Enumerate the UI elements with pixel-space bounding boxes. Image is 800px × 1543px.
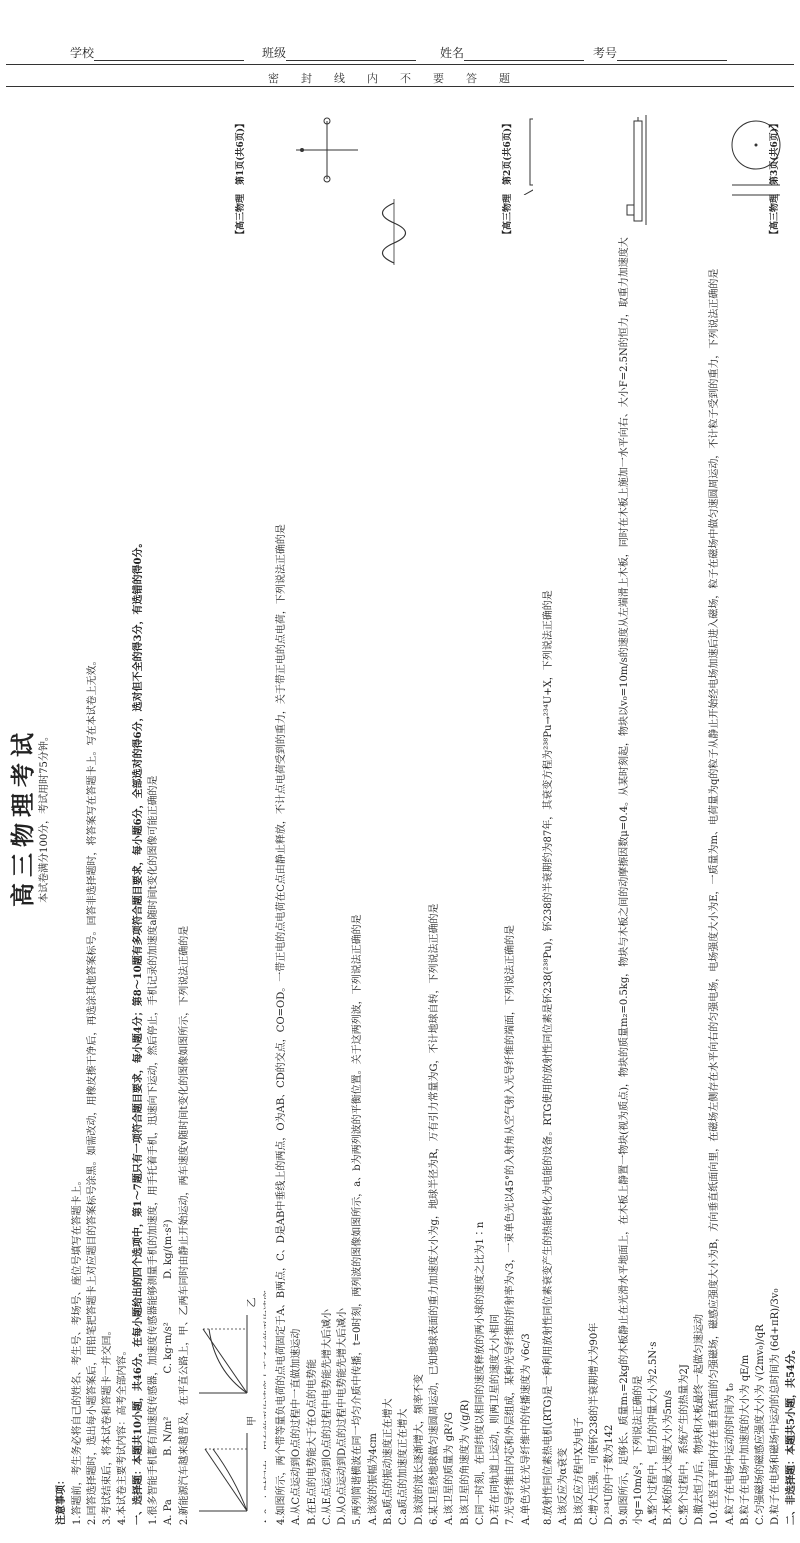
exam-title: 高三物理考试	[8, 727, 37, 907]
q10-option-d: D.粒子在电场和磁场中运动的总时间为 (6d+πR)/3v₀	[770, 1288, 782, 1525]
page-3	[534, 89, 800, 1543]
q10-option-b: B.粒子在电场中加速度的大小为 qE/m	[739, 1354, 751, 1525]
question-1: 1.很多智能手机都有加速度传感器，加速度传感器能够测量手机的加速度，用手托着手机，迅速向下运动，然后停止，手机记录的加速度a随时间t变化的图像可能正确的是	[148, 775, 160, 1525]
fig-label-yi: 乙	[246, 1297, 258, 1308]
q8-option-d: D.²³⁴U的中子数为142	[604, 1424, 616, 1525]
notice-3: 3.考试结束后，将本试卷和答题卡一并交回。	[102, 1325, 114, 1525]
charge-diagram	[292, 115, 366, 185]
page-3-column	[534, 89, 800, 1543]
q6-option-d: D.若在同轨道上运动，则两卫星的速度大小相同	[490, 1314, 502, 1525]
question-2: 2.新能源汽车越来越普及，在平直公路上，甲、乙两车同时由静止开始运动，两车速度v随时间t变化的图像如图所示，下列说法正确的是	[178, 925, 190, 1525]
question-9: 9.如图所示，足够长、质量m₁=2kg的木板静止在光滑水平地面上，在木板上静置一物块(视为质点)，物块的质量m₂=0.5kg，物块与木板之间的动摩擦因数μ=0.4。从某时刻起，物块以v₀=10m/s的速度从左端滑上木板，同时在木板上施加一水平向右、大小F=2.5N的恒力，取重力加速度大小g=10m/s²，下列说法正确的是	[619, 237, 644, 1525]
q1-option-d: D. kg/(m·s²)	[163, 1219, 175, 1279]
q7-option-a: A.单色光在光导纤维中的传播速度为 √6c/3	[520, 1333, 532, 1525]
q4-option-d: D.从O点运动到D点的过程中电势能先增大后减小	[337, 1307, 349, 1525]
page-1	[0, 89, 266, 1543]
q9-option-d: D.撤去恒力后，物块和木板最终一起做匀速运动	[693, 1314, 705, 1525]
seal-line-text: 密封线内不要答题	[268, 72, 532, 85]
class-field[interactable]	[262, 44, 416, 61]
q5-option-c: C.a质点的加速度正在增大	[398, 1408, 410, 1525]
board-block-diagram	[620, 115, 654, 225]
q9-option-c: C.整个过程中，系统产生的热量为2J	[678, 1364, 690, 1525]
q8-option-c: C.增大压强，可使钚238的半衰期增大为90年	[588, 1322, 600, 1525]
q1-option-b: B. N/m²	[163, 1416, 175, 1456]
q1-option-c: C. kg·m/s²	[163, 1322, 175, 1374]
question-8: 8.放射性同位素热电机(RTG)是一种利用放射性同位素衰变产生的热能转化为电能的设备。RTG使用的放射性同位素是钚238(²³⁸Pu)，钚238的半衰期约为87年，其衰变方程为²³⁸Pu→²³⁴U+X，下列说法正确的是	[543, 590, 554, 1525]
section-2-heading: 二、非选择题：本题共5小题，共54分。	[785, 1344, 797, 1525]
exam-sheet	[0, 89, 800, 1543]
q5-option-a: A.该波的振幅为4cm	[367, 1433, 379, 1525]
q2-figures	[193, 109, 261, 1525]
q6-option-c: C.同一时刻，在同纬度以相同的速度释放的两小球的速度之比为1∶n	[474, 1221, 486, 1525]
q10-option-a: A.粒子在电场中运动的时间为 t₀	[724, 1383, 736, 1525]
question-1-options	[162, 109, 175, 1525]
q2-option-a	[263, 109, 266, 1525]
q1-option-a: A. Pa	[163, 1499, 175, 1525]
page-1-column	[0, 89, 266, 1543]
q6-option-b: B.该卫星的角速度为 √(g/R)	[459, 1399, 471, 1525]
q8-option-a: A.该反应为α衰变	[558, 1447, 570, 1525]
question-5: 5.两列简谐横波在同一均匀介质中传播，t=0时刻，两列波的图像如图所示，a、b为两列波的平衡位置。关于这两列波，下列说法正确的是	[352, 914, 364, 1525]
section-1-heading: 一、选择题：本题共10小题，共46分。在每小题给出的四个选项中，第1～7题只有一项符合题目要求，每小题4分；第8～10题有多项符合题目要求，每小题6分，全部选对的得6分，选对但不全的得3分，有选错的得0分。	[132, 537, 144, 1525]
q8-option-b: B.该反应方程中X为电子	[573, 1417, 585, 1525]
school-label: 学校	[70, 46, 95, 60]
question-10: 10.在竖直平面内存在垂直纸面的匀强磁场，磁感应强度大小为B，方向垂直纸面向里，在磁场左侧存在水平向右的匀强电场，电场强度大小为E，一质量为m、电荷量为q的粒子从静止开始经电场加速后进入磁场，粒子在磁场中做匀速圆周运动，不计粒子受到的重力，下列说法正确的是	[709, 268, 721, 1525]
fig-label-jia: 甲	[246, 1415, 258, 1426]
q9-option-a: A.整个过程中，恒力的冲量大小为2.5N·s	[648, 1341, 660, 1525]
number-field[interactable]	[593, 44, 727, 61]
page-2-column	[267, 89, 533, 1543]
name-label: 姓名	[440, 46, 465, 60]
page-2	[267, 89, 533, 1543]
q6-option-a: A.该卫星的质量为 gR²/G	[444, 1412, 456, 1525]
question-6: 6.某卫星绕地球做匀速圆周运动，已知地球表面的重力加速度大小为g，地球半径为R，万有引力常量为G，不计地球自转，下列说法正确的是	[428, 903, 440, 1525]
seal-bottom-rule	[6, 86, 794, 87]
notice-title: 注意事项：	[56, 1475, 68, 1525]
wave-diagram	[369, 197, 423, 267]
question-7: 7.光导纤维由内芯和外层组成，某种光导纤维的折射率为√3，一束单色光以45°的入射角从空气射入光导纤维的端面，下列说法正确的是	[505, 925, 517, 1525]
q4-option-b: B.在E点的电势能大于在O点的电势能	[306, 1358, 318, 1525]
vt-graph-yi	[195, 1297, 259, 1400]
class-label: 班级	[262, 46, 287, 60]
page-3-footer: 【高三物理 第3页(共6页)】	[769, 119, 780, 240]
page-2-footer: 【高三物理 第2页(共6页)】	[502, 119, 513, 240]
exam-subtitle: 本试卷满分100分，考试用时75分钟。	[39, 731, 50, 903]
name-field[interactable]	[440, 44, 584, 61]
question-4: 4.如图所示，两个带等量负电荷的点电荷固定于A、B两点，C、D是AB中垂线上的两点，O为AB、CD的交点，CO=OD。一带正电的点电荷在C点由静止释放，不计点电荷受到的重力，关于带正电的点电荷，下列说法正确的是	[276, 524, 287, 1525]
seal-top-rule	[6, 64, 794, 65]
number-label: 考号	[593, 46, 618, 60]
page-1-footer: 【高三物理 第1页(共6页)】	[235, 119, 246, 240]
notice-2: 2.回答选择题时，选出每小题答案后，用铅笔把答题卡上对应题目的答案标号涂黑。如需改动，用橡皮擦干净后，再选涂其他答案标号。回答非选择题时，将答案写在答题卡上。写在本试卷上无效。	[86, 655, 98, 1525]
q5-option-b: B.a质点的振动速度正在增大	[383, 1398, 395, 1525]
q5-option-d: D.该波的波长逐渐增大，频率不变	[413, 1374, 425, 1525]
exam-header	[0, 44, 800, 64]
notice-1: 1.答题前，考生务必将自己的姓名、考生号、考场号、座位号填写在答题卡上。	[71, 1175, 83, 1525]
vt-graph-jia	[195, 1416, 259, 1519]
school-field[interactable]	[70, 44, 244, 61]
notice-4: 4.本试卷主要考试内容：高考全部内容。	[117, 1345, 129, 1525]
q10-option-c: C.匀强磁场的磁感应强度大小为 √(2mv₀)/qR	[755, 1324, 767, 1525]
fiber-diagram	[522, 115, 533, 195]
q4-option-a: A.从C点运动到O点的过程中一直做加速运动	[291, 1328, 303, 1525]
q9-option-b: B.木板的最大速度大小为5m/s	[663, 1390, 675, 1525]
q4-option-c: C.从E点运动到O点的过程中电势能先增大后减小	[321, 1309, 333, 1525]
